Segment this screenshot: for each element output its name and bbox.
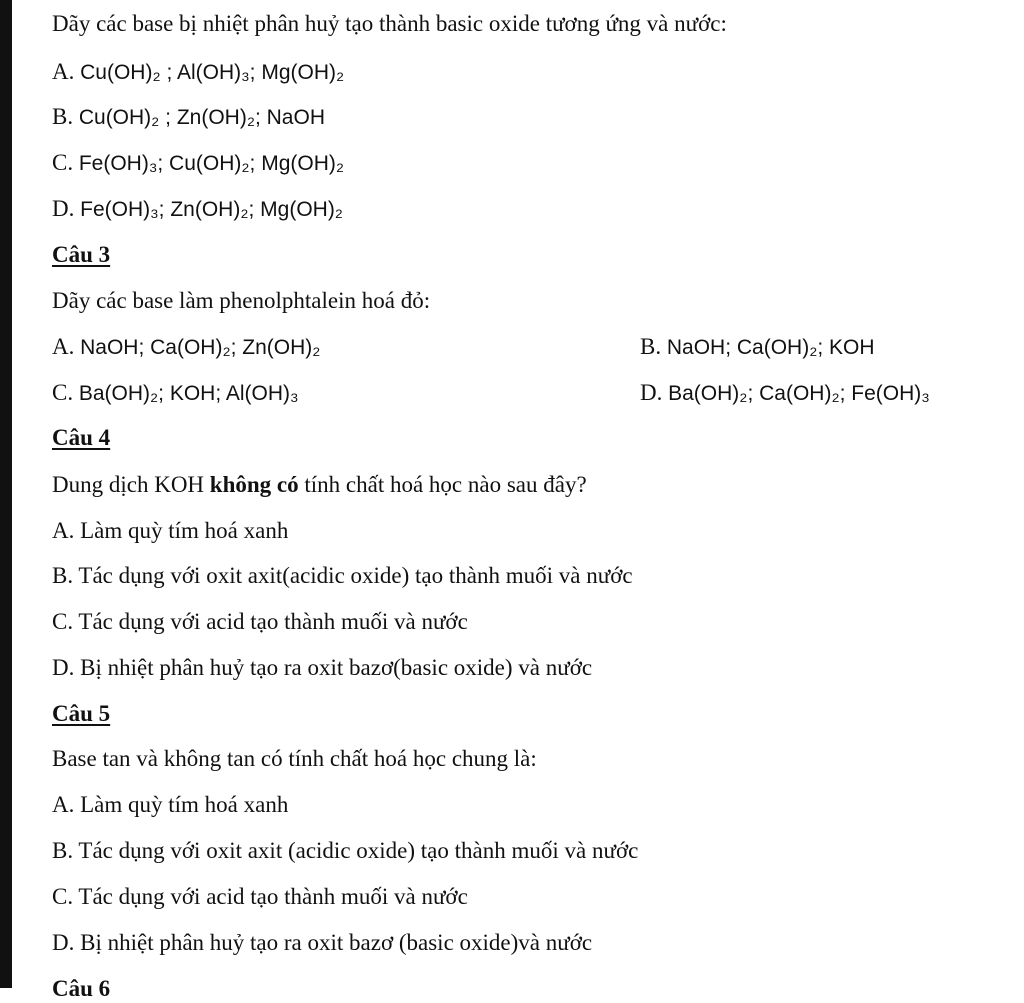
left-edge-shadow xyxy=(0,0,12,988)
q3-option-c xyxy=(52,379,299,408)
q2-question: Dãy các base bị nhiệt phân huỷ tạo thành basic oxide tương ứng và nước: xyxy=(52,11,727,36)
q3-question: Dãy các base làm phenolphtalein hoá đỏ: xyxy=(52,288,431,313)
question-text: Dung dịch KOH xyxy=(52,472,210,497)
q4-option-a: A. Làm quỳ tím hoá xanh xyxy=(52,518,289,543)
q5-option-b: B. Tác dụng với oxit axit (acidic oxide) tạo thành muối và nước xyxy=(52,838,639,863)
q3-option-d xyxy=(640,379,930,408)
option-letter: A. xyxy=(52,59,81,84)
q2-option-d xyxy=(52,195,343,224)
q2-option-a xyxy=(52,58,344,87)
q3-heading: Câu 3 xyxy=(52,242,111,267)
q4-question xyxy=(52,471,587,499)
option-letter: D. xyxy=(52,196,81,221)
q5-heading: Câu 5 xyxy=(52,701,111,726)
q2-option-b xyxy=(52,103,325,132)
q3-option-b xyxy=(640,333,875,362)
option-letter: B. xyxy=(640,334,667,359)
question-emphasis: không có xyxy=(209,472,299,497)
option-text: Ba(OH)₂; KOH; Al(OH)₃ xyxy=(78,382,299,405)
option-text: NaOH; Ca(OH)₂; KOH xyxy=(666,336,875,359)
q4-option-d: D. Bị nhiệt phân huỷ tạo ra oxit bazơ(basic oxide) và nước xyxy=(52,655,593,680)
q5-question: Base tan và không tan có tính chất hoá học chung là: xyxy=(52,746,537,771)
q4-heading: Câu 4 xyxy=(52,425,111,450)
option-text: NaOH; Ca(OH)₂; Zn(OH)₂ xyxy=(80,336,321,359)
q4-option-c: C. Tác dụng với acid tạo thành muối và nước xyxy=(52,609,468,634)
option-letter: B. xyxy=(52,104,79,129)
option-text: Cu(OH)₂ ; Al(OH)₃; Mg(OH)₂ xyxy=(80,61,345,84)
option-text: Ba(OH)₂; Ca(OH)₂; Fe(OH)₃ xyxy=(668,382,930,405)
option-text: Fe(OH)₃; Zn(OH)₂; Mg(OH)₂ xyxy=(80,198,343,221)
option-letter: A. xyxy=(52,334,81,359)
q6-heading: Câu 6 xyxy=(52,976,111,1001)
q6-heading-clip xyxy=(52,975,111,1001)
q5-option-d: D. Bị nhiệt phân huỷ tạo ra oxit bazơ (basic oxide)và nước xyxy=(52,930,593,955)
option-letter: D. xyxy=(640,380,669,405)
option-letter: C. xyxy=(52,380,79,405)
option-text: Cu(OH)₂ ; Zn(OH)₂; NaOH xyxy=(78,106,325,129)
option-letter: C. xyxy=(52,150,79,175)
q2-option-c xyxy=(52,149,344,178)
question-text: tính chất hoá học nào sau đây? xyxy=(298,472,587,497)
q4-option-b: B. Tác dụng với oxit axit(acidic oxide) tạo thành muối và nước xyxy=(52,563,633,588)
q5-option-c: C. Tác dụng với acid tạo thành muối và nước xyxy=(52,884,468,909)
q5-option-a: A. Làm quỳ tím hoá xanh xyxy=(52,792,289,817)
option-text: Fe(OH)₃; Cu(OH)₂; Mg(OH)₂ xyxy=(78,152,345,175)
q3-option-a xyxy=(52,333,320,362)
